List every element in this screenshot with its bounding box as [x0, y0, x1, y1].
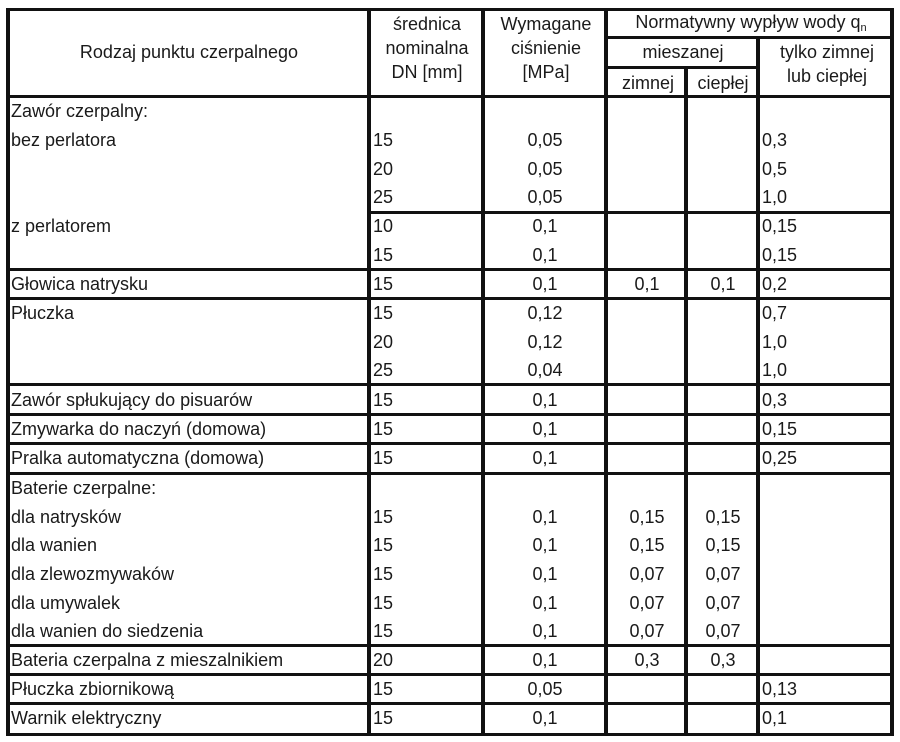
cell-pressure: 0,05: [527, 159, 563, 179]
cell-name: Zawór spłukujący do pisuarów: [11, 390, 253, 410]
cell-pressure: 0,1: [532, 245, 558, 265]
row-line-8: [6, 673, 894, 676]
cell-warm: 0,15: [705, 535, 741, 555]
row-line-6: [6, 472, 894, 475]
cell-dn: 15: [373, 419, 394, 439]
cell-name: dla wanien do siedzenia: [11, 621, 204, 641]
col-divider-5: [756, 37, 760, 736]
cell-pressure: 0,1: [532, 621, 558, 641]
cell-name: bez perlatora: [11, 130, 117, 150]
cell-pressure: 0,1: [532, 448, 558, 468]
cell-pressure: 0,1: [532, 564, 558, 584]
header-dn-line3: DN [mm]: [391, 62, 463, 82]
cell-cold: 0,1: [634, 274, 660, 294]
cell-dn: 15: [373, 130, 394, 150]
cell-only: 0,1: [762, 708, 788, 728]
cell-pressure: 0,1: [532, 419, 558, 439]
cell-name: Baterie czerpalne:: [11, 478, 157, 498]
cell-dn: 20: [373, 650, 394, 670]
cell-pressure: 0,05: [527, 679, 563, 699]
cell-only: 0,15: [762, 216, 798, 236]
row-line-5: [6, 442, 894, 445]
row-line-perlator: [367, 211, 894, 214]
cell-pressure: 0,1: [532, 593, 558, 613]
cell-name: Warnik elektryczny: [11, 708, 162, 728]
cell-name: z perlatorem: [11, 216, 112, 236]
cell-name: dla zlewozmywaków: [11, 564, 175, 584]
cell-pressure: 0,05: [527, 130, 563, 150]
cell-pressure: 0,04: [527, 360, 563, 380]
border-left: [6, 8, 10, 736]
header-flow-group: [609, 12, 893, 38]
header-only-line1: tylko zimnej: [779, 42, 875, 62]
cell-cold: 0,07: [629, 621, 665, 641]
cell-only: 0,25: [762, 448, 798, 468]
cell-pressure: 0,1: [532, 274, 558, 294]
cell-dn: 15: [373, 593, 394, 613]
cell-cold: 0,07: [629, 564, 665, 584]
cell-dn: 15: [373, 274, 394, 294]
cell-only: 0,3: [762, 390, 788, 410]
cell-pressure: 0,1: [532, 390, 558, 410]
cell-name: Pralka automatyczna (domowa): [11, 448, 265, 468]
cell-name: dla natrysków: [11, 507, 122, 527]
cell-pressure: 0,05: [527, 187, 563, 207]
cell-pressure: 0,1: [532, 535, 558, 555]
header-pressure-line2: ciśnienie: [510, 38, 582, 58]
cell-dn: 15: [373, 679, 394, 699]
cell-warm: 0,15: [705, 507, 741, 527]
cell-dn: 15: [373, 507, 394, 527]
header-only-line2: lub ciepłej: [786, 66, 868, 86]
cell-name: Bateria czerpalna z mieszalnikiem: [11, 650, 284, 670]
cell-name: Głowica natrysku: [11, 274, 149, 294]
cell-only: 0,15: [762, 245, 798, 265]
cell-dn: 15: [373, 708, 394, 728]
cell-only: 0,5: [762, 159, 788, 179]
cell-name: Zmywarka do naczyń (domowa): [11, 419, 267, 439]
cell-warm: 0,07: [705, 564, 741, 584]
cell-dn: 15: [373, 390, 394, 410]
cell-cold: 0,15: [629, 535, 665, 555]
cell-cold: 0,3: [634, 650, 660, 670]
cell-dn: 20: [373, 332, 394, 352]
col-divider-2: [481, 8, 485, 736]
col-divider-1: [367, 8, 371, 736]
cell-cold: 0,15: [629, 507, 665, 527]
cell-name: Płuczka: [11, 303, 75, 323]
cell-warm: 0,07: [705, 593, 741, 613]
header-flow-group-subscript: n: [860, 22, 867, 34]
header-pressure-line1: Wymagane: [500, 14, 592, 34]
cell-dn: 15: [373, 303, 394, 323]
row-line-7: [6, 644, 894, 647]
header-line-flow: [604, 36, 894, 39]
header-dn-line2: nominalna: [385, 38, 469, 58]
cell-name: dla wanien: [11, 535, 98, 555]
border-right: [890, 8, 894, 736]
row-line-3: [6, 383, 894, 386]
cell-dn: 15: [373, 564, 394, 584]
header-cold: zimnej: [621, 73, 674, 93]
border-bottom: [6, 733, 894, 736]
header-line-mixed: [604, 66, 759, 69]
cell-dn: 25: [373, 360, 394, 380]
header-warm: ciepłej: [697, 73, 749, 93]
cell-only: 1,0: [762, 187, 788, 207]
row-line-4: [6, 413, 894, 416]
cell-pressure: 0,1: [532, 708, 558, 728]
cell-name: Płuczka zbiornikową: [11, 679, 175, 699]
cell-dn: 15: [373, 448, 394, 468]
header-bottom-line: [6, 95, 894, 98]
cell-only: 0,13: [762, 679, 798, 699]
header-dn-line1: średnica: [392, 14, 462, 34]
border-top: [6, 8, 894, 11]
cell-dn: 15: [373, 621, 394, 641]
cell-warm: 0,1: [710, 274, 736, 294]
header-flow-group-text: Normatywny wypływ wody q: [635, 12, 861, 32]
cell-pressure: 0,1: [532, 650, 558, 670]
header-mixed: mieszanej: [642, 42, 724, 62]
row-line-1: [6, 268, 894, 271]
row-line-9: [6, 702, 894, 705]
cell-only: 0,3: [762, 130, 788, 150]
cell-only: 1,0: [762, 332, 788, 352]
cell-cold: 0,07: [629, 593, 665, 613]
cell-only: 0,15: [762, 419, 798, 439]
cell-only: 0,2: [762, 274, 788, 294]
cell-pressure: 0,12: [527, 303, 563, 323]
cell-dn: 25: [373, 187, 394, 207]
cell-name: dla umywalek: [11, 593, 121, 613]
cell-name: Zawór czerpalny:: [11, 101, 149, 121]
col-divider-3: [604, 8, 608, 736]
cell-warm: 0,3: [710, 650, 736, 670]
cell-pressure: 0,1: [532, 216, 558, 236]
cell-pressure: 0,12: [527, 332, 563, 352]
cell-dn: 15: [373, 535, 394, 555]
cell-dn: 15: [373, 245, 394, 265]
row-line-2: [6, 297, 894, 300]
cell-warm: 0,07: [705, 621, 741, 641]
cell-only: 1,0: [762, 360, 788, 380]
header-rodzaj: Rodzaj punktu czerpalnego: [79, 42, 299, 62]
col-divider-4: [684, 67, 688, 736]
cell-dn: 20: [373, 159, 394, 179]
cell-dn: 10: [373, 216, 394, 236]
cell-only: 0,7: [762, 303, 788, 323]
cell-pressure: 0,1: [532, 507, 558, 527]
header-pressure-line3: [MPa]: [522, 62, 570, 82]
